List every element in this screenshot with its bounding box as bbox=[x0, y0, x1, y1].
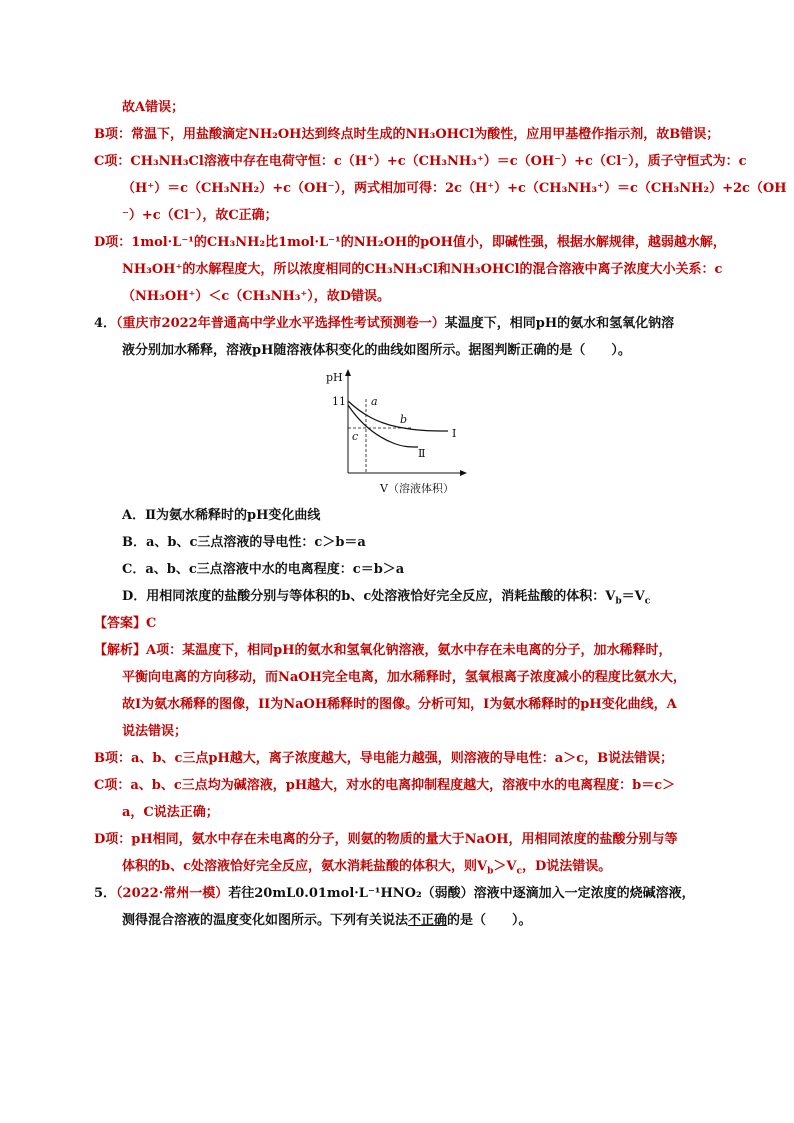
analysis-line: D项：1mol·L⁻¹的CH₃NH₂比1mol·L⁻¹的NH₂OH的pOH值小，即碱性强，根据水解规律，越弱越水解， bbox=[94, 235, 726, 250]
analysis-line: D项：pH相同，氨水中存在未电离的分子，则氨的物质的量大于NaOH，用相同浓度的盐酸分别与等 bbox=[94, 832, 678, 847]
analysis-line: B项：a、b、c三点pH越大，离子浓度越大，导电能力越强，则溶液的导电性：a＞c，B说法错误； bbox=[94, 751, 674, 766]
question-5-stem-cont bbox=[122, 912, 532, 930]
analysis-line: 故I为氨水稀释的图像，II为NaOH稀释时的图像。分析可知，Ⅰ为氨水稀释时的pH变化曲线，A bbox=[122, 697, 677, 712]
analysis-line: 故A错误； bbox=[122, 100, 185, 115]
question-text: 某温度下，相同pH的氨水和氢氧化钠溶 bbox=[444, 316, 675, 331]
subscript: b bbox=[487, 866, 494, 877]
answer-line bbox=[94, 615, 156, 633]
option-b: B．a、b、c三点溶液的导电性：c＞b＝a bbox=[122, 535, 366, 550]
question-text: 若往20mL0.01mol·L⁻¹HNO₂（弱酸）溶液中逐滴加入一定浓度的烧碱溶液， bbox=[228, 886, 695, 901]
option-d-text: D．用相同浓度的盐酸分别与等体积的b、c处溶液恰好完全反应，消耗盐酸的体积：V bbox=[122, 589, 616, 604]
subscript: b bbox=[615, 596, 622, 607]
ph-dilution-figure bbox=[318, 365, 478, 500]
analysis-line: C项：CH₃NH₃Cl溶液中存在电荷守恒：c（H⁺）+c（CH₃NH₃⁺）＝c（OH⁻）+c（Cl⁻），质子守恒式为：c bbox=[94, 154, 747, 169]
curve-I bbox=[348, 401, 448, 431]
analysis-line: 平衡向电离的方向移动，而NaOH完全电离，加水稀释时，氢氧根离子浓度减小的程度比氨水大， bbox=[122, 670, 686, 685]
analysis-line: （NH₃OH⁺）＜c（CH₃NH₃⁺），故D错误。 bbox=[122, 289, 391, 304]
question-text: 测得混合溶液的温度变化如图所示。下列有关说法 bbox=[122, 913, 409, 928]
analysis-line: C项：a、b、c三点均为碱溶液，pH越大，对水的电离抑制程度越大，溶液中水的电离程度：b＝c＞ bbox=[94, 778, 676, 793]
curve-II bbox=[348, 405, 418, 447]
analysis-line: NH₃OH⁺的水解程度大，所以浓度相同的CH₃NH₃Cl和NH₃OHCl的混合溶液中离子浓度大小关系：c bbox=[122, 262, 723, 277]
question-text: 的是（ ）。 bbox=[447, 913, 532, 928]
x-axis-label: V（溶液体积） bbox=[380, 482, 454, 495]
ph-dilution-svg bbox=[318, 365, 478, 500]
subscript: c bbox=[516, 866, 522, 877]
y-axis-arrow bbox=[345, 369, 351, 376]
option-a: A．Ⅱ为氨水稀释时的pH变化曲线 bbox=[122, 508, 321, 523]
underlined-text: 不正确 bbox=[408, 913, 448, 928]
answer-value: C bbox=[146, 616, 157, 631]
question-4-stem bbox=[94, 315, 674, 333]
option-c: C．a、b、c三点溶液中水的电离程度：c＝b＞a bbox=[122, 562, 405, 577]
analysis-line: a，C说法正确； bbox=[122, 805, 219, 820]
analysis-text: A项：某温度下，相同pH的氨水和氢氧化钠溶液，氨水中存在未电离的分子，加水稀释时， bbox=[146, 643, 672, 658]
analysis-label: 【解析】 bbox=[94, 643, 147, 658]
x-axis-arrow bbox=[460, 470, 467, 476]
subscript: c bbox=[644, 596, 651, 607]
question-source: （重庆市2022年普通高中学业水平选择性考试预测卷一） bbox=[116, 316, 445, 331]
question-5-stem bbox=[94, 885, 695, 903]
analysis-line: 说法错误； bbox=[122, 724, 188, 739]
curve-I-label: Ⅰ bbox=[452, 427, 457, 440]
question-number: 4． bbox=[94, 316, 117, 331]
y-axis-label: pH bbox=[326, 371, 343, 384]
question-number: 5． bbox=[94, 886, 117, 901]
answer-label: 【答案】 bbox=[94, 616, 147, 631]
analysis-line bbox=[122, 858, 611, 881]
question-source: （2022·常州一模） bbox=[116, 886, 229, 901]
analysis-line: ⁻）+c（Cl⁻），故C正确； bbox=[122, 208, 278, 223]
analysis-line: B项：常温下，用盐酸滴定NH₂OH达到终点时生成的NH₃OHCl为酸性，应用甲基橙作指示剂，故B错误； bbox=[94, 127, 720, 142]
analysis-text: 体积的b、c处溶液恰好完全反应，氨水消耗盐酸的体积大，则V bbox=[122, 859, 488, 874]
y-tick-label: 11 bbox=[332, 395, 346, 408]
analysis-line bbox=[94, 642, 671, 660]
point-a-label: a bbox=[371, 395, 378, 408]
question-4-stem-cont: 液分别加水稀释，溶液pH随溶液体积变化的曲线如图所示。据图判断正确的是（ ）。 bbox=[122, 343, 631, 358]
option-d bbox=[122, 588, 650, 611]
curve-II-label: Ⅱ bbox=[418, 447, 426, 460]
analysis-text: ＞V bbox=[493, 859, 517, 874]
option-d-text: ＝V bbox=[621, 589, 645, 604]
analysis-text: ，D说法错误。 bbox=[521, 859, 612, 874]
analysis-line: （H⁺）＝c（CH₃NH₂）+c（OH⁻），两式相加可得：2c（H⁺）+c（CH₃NH₃⁺）＝c（CH₃NH₂）+2c（OH bbox=[122, 181, 787, 196]
point-c-label: c bbox=[352, 430, 359, 443]
point-b-label: b bbox=[400, 413, 408, 426]
